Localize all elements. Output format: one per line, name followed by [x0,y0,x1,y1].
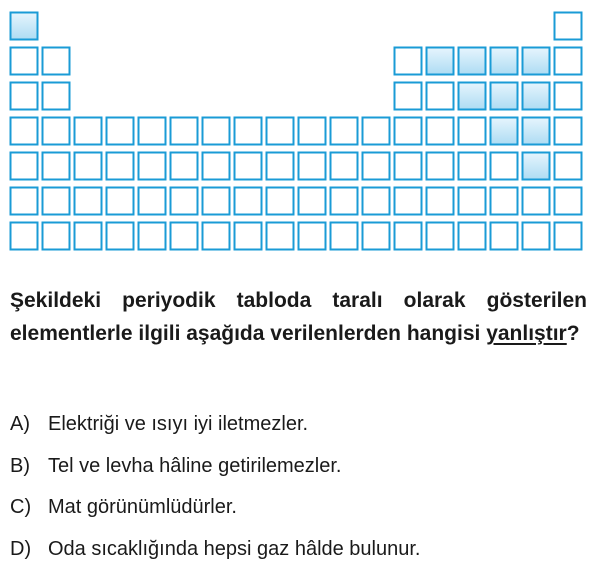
option-c[interactable] [10,488,420,530]
shaded-element-cell [11,13,38,40]
option-text: Tel ve levha hâline getirilemezler. [48,454,342,477]
shaded-element-cell [427,48,454,75]
element-cell [523,188,550,215]
element-cell [331,118,358,145]
element-cell [395,48,422,75]
element-cell [299,188,326,215]
element-cell [75,153,102,180]
element-cell [331,188,358,215]
shaded-element-cell [491,83,518,110]
element-cell [235,188,262,215]
option-letter: D) [10,537,32,560]
element-cell [139,118,166,145]
question-body: Şekildeki periyodik tabloda taralı olarak gösterilen elementlerle ilgili aşağıda verilenlerden hangisi [10,289,587,345]
shaded-element-cell [459,83,486,110]
element-cell [555,83,582,110]
element-cell [555,48,582,75]
option-letter: B) [10,454,30,477]
question-mark: ? [566,322,580,345]
element-cell [427,153,454,180]
element-cell [171,223,198,250]
element-cell [11,83,38,110]
element-cell [11,223,38,250]
option-text: Elektriği ve ısıyı iyi iletmezler. [48,413,309,435]
element-cell [267,153,294,180]
element-cell [299,223,326,250]
element-cell [171,118,198,145]
element-cell [523,223,550,250]
element-cell [11,48,38,75]
element-cell [395,188,422,215]
shaded-element-cell [491,48,518,75]
element-cell [459,118,486,145]
element-cell [267,118,294,145]
element-cell [203,153,230,180]
element-cell [363,153,390,180]
element-cell [427,188,454,215]
element-cell [267,223,294,250]
option-b[interactable] [10,447,420,489]
element-cell [43,118,70,145]
element-cell [235,153,262,180]
element-cell [395,118,422,145]
element-cell [203,223,230,250]
element-cell [139,153,166,180]
element-cell [555,13,582,40]
element-cell [331,223,358,250]
element-cell [43,188,70,215]
element-cell [267,188,294,215]
element-cell [363,223,390,250]
element-cell [235,223,262,250]
element-cell [299,153,326,180]
element-cell [235,118,262,145]
element-cell [459,188,486,215]
element-cell [139,188,166,215]
element-cell [395,223,422,250]
option-a[interactable] [10,405,420,447]
element-cell [139,223,166,250]
element-cell [395,83,422,110]
element-cell [43,153,70,180]
answer-options [10,405,420,571]
element-cell [555,118,582,145]
element-cell [491,188,518,215]
element-cell [171,153,198,180]
element-cell [491,153,518,180]
element-cell [395,153,422,180]
element-cell [107,188,134,215]
element-cell [427,83,454,110]
element-cell [203,188,230,215]
shaded-element-cell [523,153,550,180]
periodic-table-figure [0,0,606,265]
element-cell [555,223,582,250]
option-text: Mat görünümlüdürler. [48,496,237,518]
element-cell [555,153,582,180]
element-cell [43,48,70,75]
element-cell [491,223,518,250]
element-cell [203,118,230,145]
element-cell [11,153,38,180]
element-cell [459,223,486,250]
element-cell [43,223,70,250]
element-cell [107,153,134,180]
option-letter: C) [10,496,32,518]
element-cell [75,118,102,145]
option-text: Oda sıcaklığında hepsi gaz hâlde bulunur. [48,537,421,560]
shaded-element-cell [523,83,550,110]
shaded-element-cell [459,48,486,75]
element-cell [11,118,38,145]
element-cell [107,118,134,145]
element-cell [171,188,198,215]
element-cell [43,83,70,110]
shaded-element-cell [491,118,518,145]
element-cell [363,118,390,145]
element-cell [299,118,326,145]
element-cell [459,153,486,180]
element-cell [363,188,390,215]
shaded-element-cell [523,118,550,145]
element-cell [11,188,38,215]
element-cell [555,188,582,215]
option-letter: A) [10,413,30,435]
shaded-element-cell [523,48,550,75]
element-cell [331,153,358,180]
element-cell [75,188,102,215]
element-cell [427,118,454,145]
option-d[interactable] [10,530,420,572]
question-emphasis: yanlıştır [486,322,567,345]
element-cell [427,223,454,250]
element-cell [107,223,134,250]
question-text [10,284,587,350]
element-cell [75,223,102,250]
